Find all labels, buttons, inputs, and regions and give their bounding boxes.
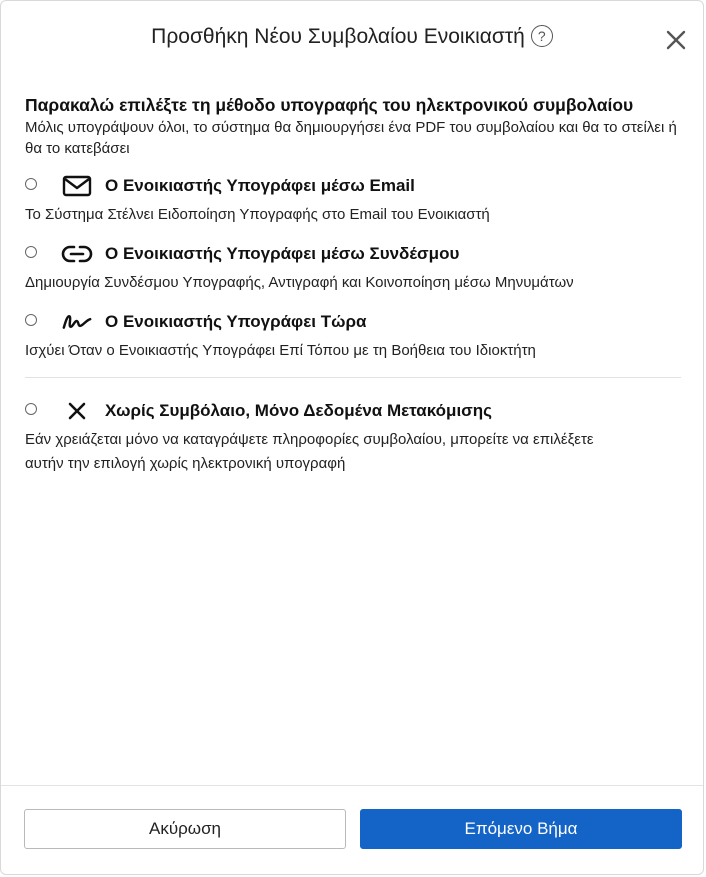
dialog-title-row — [1, 25, 703, 49]
option-email-title: Ο Ενοικιαστής Υπογράφει μέσω Email — [105, 176, 415, 195]
dialog-header — [1, 1, 703, 77]
option-no-contract-description: Εάν χρειάζεται μόνο να καταγράψετε πληροφορίες συμβολαίου, μπορείτε να επιλέξετε αυτήν την επιλογή χωρίς ηλεκτρονική υπογραφή — [25, 431, 594, 472]
option-link[interactable] — [25, 241, 679, 295]
section-subheading: Μόλις υπογράψουν όλοι, το σύστημα θα δημιουργήσει ένα PDF του συμβολαίου και θα το στείλει ή θα το κατεβάσει — [25, 119, 677, 157]
dialog-footer — [1, 785, 703, 874]
option-sign-now-title-row — [61, 309, 679, 335]
x-icon — [61, 400, 93, 422]
options-divider — [25, 377, 681, 378]
option-link-title-row — [61, 241, 679, 267]
radio-no-contract[interactable] — [25, 403, 37, 415]
radio-link[interactable] — [25, 246, 37, 258]
next-step-button[interactable]: Επόμενο Βήμα — [360, 809, 682, 849]
dialog-title: Προσθήκη Νέου Συμβολαίου Ενοικιαστή — [151, 25, 525, 48]
help-icon[interactable]: ? — [531, 25, 553, 47]
option-email-description: Το Σύστημα Στέλνει Ειδοποίηση Υπογραφής στο Email του Ενοικιαστή — [25, 206, 490, 223]
option-sign-now-title: Ο Ενοικιαστής Υπογράφει Τώρα — [105, 312, 367, 331]
option-sign-now-description: Ισχύει Όταν ο Ενοικιαστής Υπογράφει Επί Τόπου με τη Βοήθεια του Ιδιοκτήτη — [25, 342, 536, 359]
radio-email[interactable] — [25, 178, 37, 190]
link-icon — [61, 243, 93, 265]
close-button[interactable] — [663, 27, 689, 53]
mail-icon — [61, 175, 93, 197]
dialog-content — [25, 93, 679, 476]
option-no-contract-title-row — [61, 398, 679, 424]
option-link-title: Ο Ενοικιαστής Υπογράφει μέσω Συνδέσμου — [105, 244, 460, 263]
option-email[interactable] — [25, 173, 679, 227]
option-no-contract[interactable] — [25, 398, 679, 476]
option-link-description: Δημιουργία Συνδέσμου Υπογραφής, Αντιγραφή και Κοινοποίηση μέσω Μηνυμάτων — [25, 274, 574, 291]
option-sign-now[interactable] — [25, 309, 679, 363]
close-icon — [663, 27, 689, 53]
section-heading: Παρακαλώ επιλέξτε τη μέθοδο υπογραφής του ηλεκτρονικού συμβολαίου — [25, 95, 634, 115]
radio-sign-now[interactable] — [25, 314, 37, 326]
signature-icon — [61, 311, 93, 333]
option-email-title-row — [61, 173, 679, 199]
option-no-contract-title: Χωρίς Συμβόλαιο, Μόνο Δεδομένα Μετακόμισης — [105, 401, 493, 420]
cancel-button[interactable]: Ακύρωση — [24, 809, 346, 849]
